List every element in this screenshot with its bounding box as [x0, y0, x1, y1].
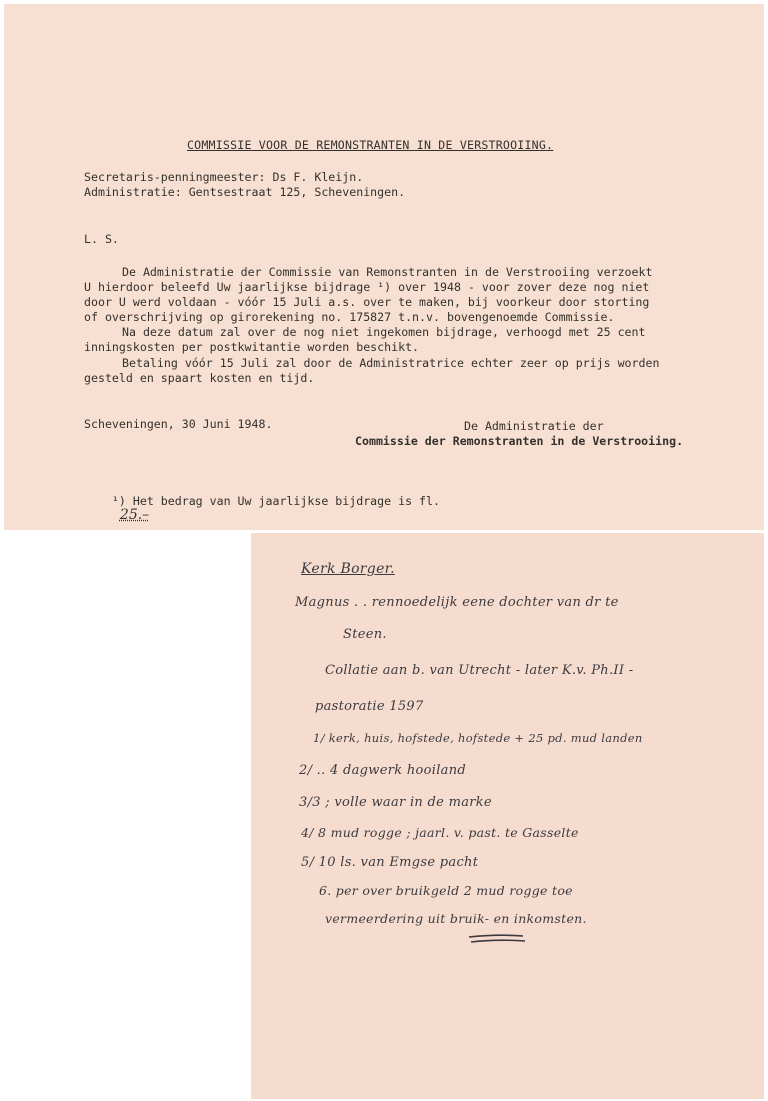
note-line: 1/ kerk, huis, hofstede, hofstede + 25 pd. mud landen — [313, 731, 643, 745]
body-line: inningskosten per postkwitantie worden beschikt. — [84, 340, 420, 354]
body-line: Na deze datum zal over de nog niet ingekomen bijdrage, verhoogd met 25 cent — [122, 325, 646, 339]
note-line: 2/ .. 4 dagwerk hooiland — [299, 763, 467, 778]
note-line: 6. per over bruikgeld 2 mud rogge toe — [319, 883, 573, 898]
body-line: gesteld en spaart kosten en tijd. — [84, 371, 315, 385]
contribution-amount: 25.– — [119, 507, 150, 523]
letter-heading: COMMISSIE VOOR DE REMONSTRANTEN IN DE VERSTROOIING. — [187, 138, 554, 152]
salutation: L. S. — [84, 232, 119, 246]
secretary-line: Secretaris-penningmeester: Ds F. Kleijn. — [84, 170, 364, 184]
note-line: 3/3 ; volle waar in de marke — [299, 795, 492, 810]
handwritten-note-sheet — [251, 533, 764, 1099]
note-line: 5/ 10 ls. van Emgse pacht — [301, 855, 479, 870]
closing-double-stroke — [467, 933, 527, 945]
body-line: door U werd voldaan - vóór 15 Juli a.s. over te maken, bij voorkeur door storting — [84, 295, 650, 309]
signature-line: Commissie der Remonstranten in de Verstrooiing. — [355, 434, 684, 448]
body-line: of overschrijving op girorekening no. 175827 t.n.v. bovengenoemde Commissie. — [84, 310, 615, 324]
body-line: Betaling vóór 15 Juli zal door de Administratrice echter zeer op prijs worden — [122, 356, 660, 370]
note-line: 4/ 8 mud rogge ; jaarl. v. past. te Gasselte — [301, 825, 579, 840]
typed-letter-sheet — [4, 4, 764, 530]
footnote — [84, 480, 440, 536]
note-line: Kerk Borger. — [301, 561, 395, 577]
administration-line: Administratie: Gentsestraat 125, Scheveningen. — [84, 185, 406, 199]
place-date: Scheveningen, 30 Juni 1948. — [84, 417, 273, 431]
body-line: De Administratie der Commissie van Remonstranten in de Verstrooiing verzoekt — [122, 265, 653, 279]
note-line: Magnus . . rennoedelijk eene dochter van dr te — [295, 595, 619, 610]
note-line: Collatie aan b. van Utrecht - later K.v. Ph.II - — [325, 663, 634, 678]
note-line: vermeerdering uit bruik- en inkomsten. — [325, 911, 587, 926]
note-line: pastoratie 1597 — [315, 699, 424, 714]
body-line: U hierdoor beleefd Uw jaarlijkse bijdrage ¹) over 1948 - voor zover deze nog niet — [84, 280, 650, 294]
note-line: Steen. — [343, 627, 387, 642]
footnote-text: ¹) Het bedrag van Uw jaarlijkse bijdrage is fl. — [111, 494, 440, 508]
signature-line: De Administratie der — [464, 419, 604, 433]
